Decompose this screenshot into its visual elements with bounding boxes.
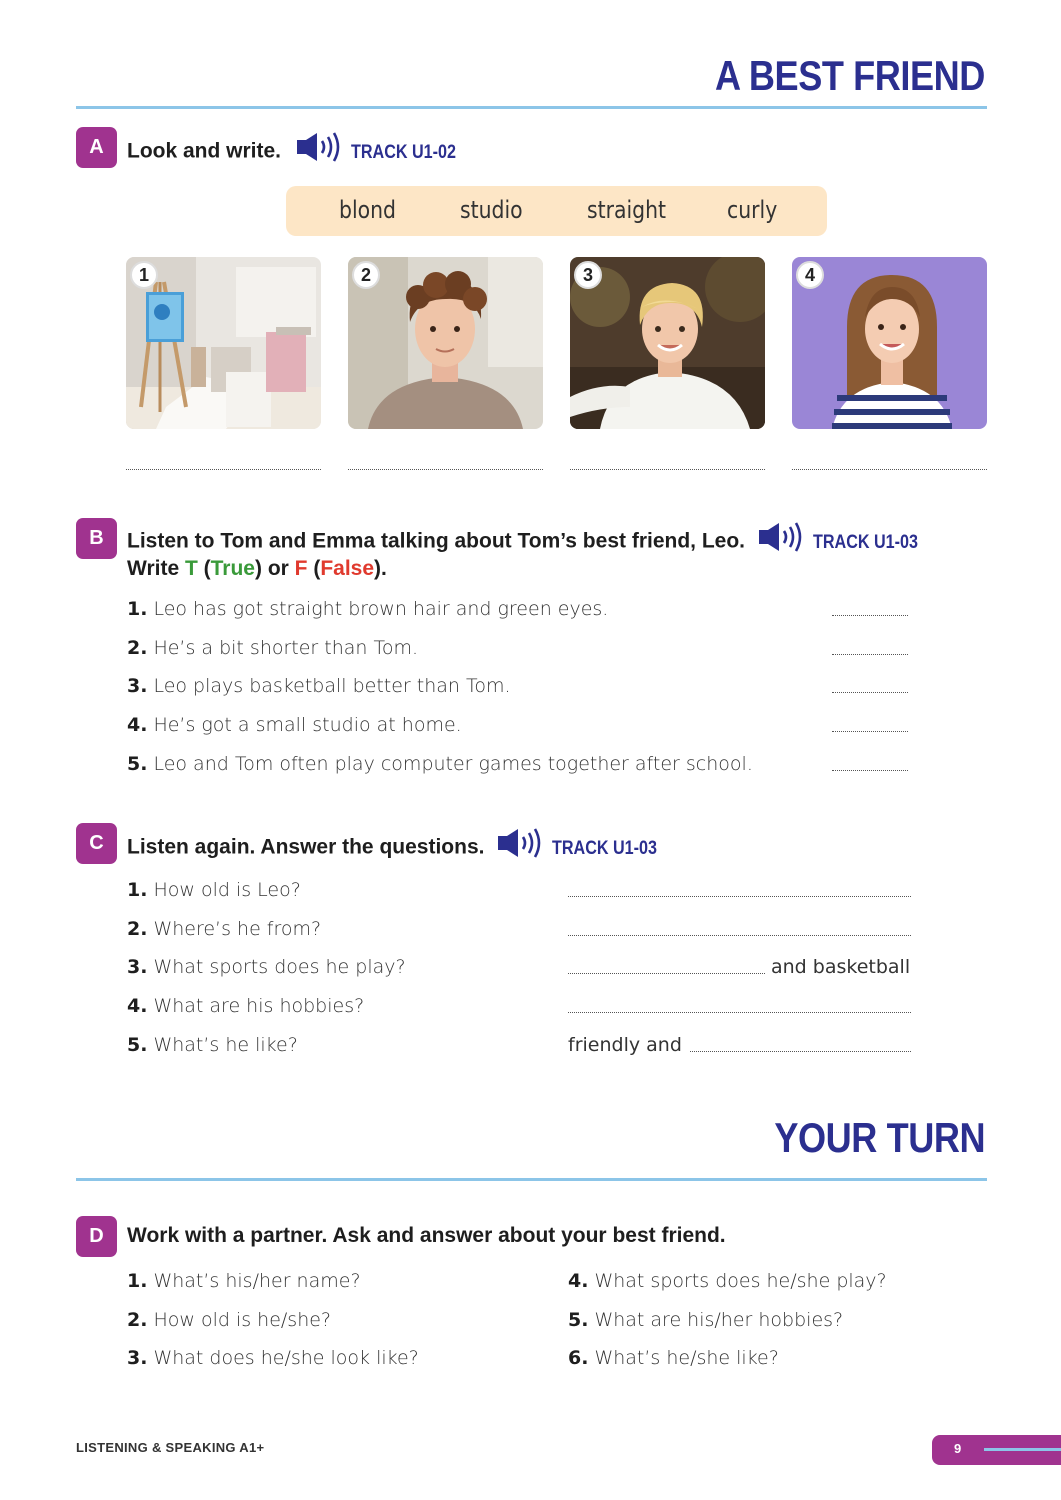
- page-number: 9: [954, 1441, 962, 1456]
- photo-number: 4: [796, 261, 824, 289]
- word-box: [286, 186, 827, 236]
- photo-number: 3: [574, 261, 602, 289]
- c-item-5: 5. What’s he like?: [127, 1034, 298, 1056]
- answer-line-4[interactable]: [792, 469, 987, 470]
- section-a-instruction-text: Look and write.: [127, 139, 282, 163]
- section-b-instruction-line2: Write T (True) or F (False).: [127, 557, 387, 580]
- section-c-track[interactable]: TRACK U1-03: [552, 837, 658, 859]
- b-answer-line-3[interactable]: [832, 692, 908, 693]
- section-c-instruction-text: Listen again. Answer the questions.: [127, 835, 485, 859]
- c-answer-line-2[interactable]: [568, 935, 911, 936]
- b-item-1: 1. Leo has got straight brown hair and green eyes.: [127, 598, 609, 620]
- d-item-3: 3. What does he/she look like?: [127, 1347, 419, 1369]
- or-label: or: [267, 557, 289, 580]
- false-letter: F: [294, 557, 308, 580]
- section-c-badge: C: [76, 823, 117, 864]
- b-item-3: 3. Leo plays basketball better than Tom.: [127, 675, 511, 697]
- false-word: False: [320, 557, 375, 580]
- c-answer-line-5[interactable]: [690, 1051, 911, 1052]
- c-answer-line-4[interactable]: [568, 1012, 911, 1013]
- section-a-track[interactable]: TRACK U1-02: [350, 141, 456, 163]
- c-item-2: 2. Where’s he from?: [127, 918, 322, 940]
- section-a-instruction: [127, 131, 474, 173]
- write-label: Write: [127, 557, 185, 580]
- photo-number: 1: [130, 261, 158, 289]
- title-rule: [76, 106, 987, 109]
- photo-curly-boy: [348, 257, 543, 429]
- d-item-6: 6. What’s he/she like?: [568, 1347, 779, 1369]
- section-d-instruction: Work with a partner. Ask and answer about your best friend.: [127, 1224, 726, 1247]
- your-turn-title: YOUR TURN: [774, 1114, 985, 1161]
- section-b-instruction-text: Listen to Tom and Emma talking about Tom’s best friend, Leo.: [127, 529, 745, 553]
- your-turn-rule: [76, 1178, 987, 1181]
- section-b-badge: B: [76, 518, 117, 559]
- photo-straight-hair-girl: [792, 257, 987, 429]
- c-item-3: 3. What sports does he play?: [127, 956, 406, 978]
- true-word: True: [210, 557, 255, 580]
- footer-book-title: LISTENING & SPEAKING A1+: [76, 1440, 265, 1455]
- word-curly: curly: [727, 196, 778, 224]
- b-item-2: 2. He’s a bit shorter than Tom.: [127, 637, 419, 659]
- c-answer-3-suffix: and basketball: [771, 956, 911, 978]
- answer-line-2[interactable]: [348, 469, 543, 470]
- word-studio: studio: [460, 196, 523, 224]
- true-letter: T: [184, 557, 198, 580]
- c-answer-line-1[interactable]: [568, 896, 911, 897]
- b-item-4: 4. He’s got a small studio at home.: [127, 714, 462, 736]
- b-answer-line-2[interactable]: [832, 654, 908, 655]
- c-answer-5-prefix: friendly and: [568, 1034, 682, 1056]
- d-item-1: 1. What’s his/her name?: [127, 1270, 361, 1292]
- speaker-icon[interactable]: [295, 131, 345, 173]
- d-item-2: 2. How old is he/she?: [127, 1309, 332, 1331]
- word-blond: blond: [339, 196, 396, 224]
- d-item-4: 4. What sports does he/she play?: [568, 1270, 887, 1292]
- word-straight: straight: [587, 196, 667, 224]
- c-item-4: 4. What are his hobbies?: [127, 995, 365, 1017]
- d-item-5: 5. What are his/her hobbies?: [568, 1309, 844, 1331]
- page-line: [984, 1448, 1061, 1451]
- b-answer-line-1[interactable]: [832, 615, 908, 616]
- b-answer-line-5[interactable]: [832, 770, 908, 771]
- page-title: A BEST FRIEND: [714, 52, 985, 99]
- b-answer-line-4[interactable]: [832, 731, 908, 732]
- section-d-badge: D: [76, 1216, 117, 1257]
- speaker-icon[interactable]: [757, 521, 807, 563]
- answer-line-1[interactable]: [126, 469, 321, 470]
- b-item-5: 5. Leo and Tom often play computer games together after school.: [127, 753, 753, 775]
- section-b-track[interactable]: TRACK U1-03: [812, 531, 918, 553]
- photo-blond-boy: [570, 257, 765, 429]
- c-answer-line-3[interactable]: [568, 973, 765, 974]
- answer-line-3[interactable]: [570, 469, 765, 470]
- page-number-box: [932, 1435, 1061, 1465]
- section-c-instruction: [127, 827, 676, 869]
- section-a-badge: A: [76, 127, 117, 168]
- photo-studio: [126, 257, 321, 429]
- c-item-1: 1. How old is Leo?: [127, 879, 301, 901]
- photo-number: 2: [352, 261, 380, 289]
- speaker-icon[interactable]: [496, 827, 546, 869]
